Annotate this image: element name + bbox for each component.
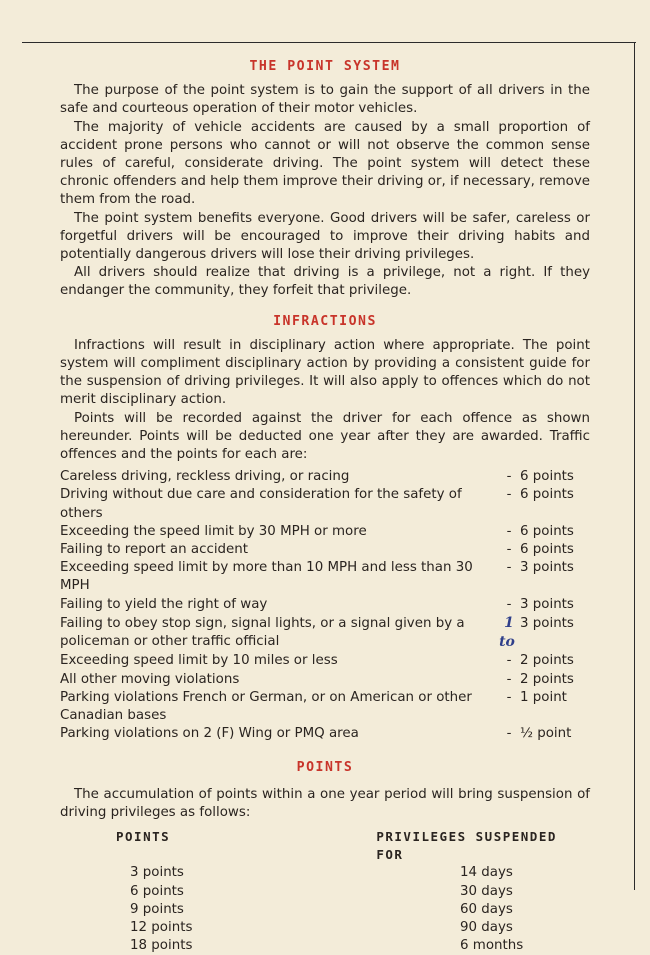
offence-dash: - xyxy=(506,596,512,612)
offence-row xyxy=(60,596,590,614)
document-body xyxy=(60,58,590,955)
offence-desc: Careless driving, reckless driving, or racing xyxy=(60,469,350,485)
offence-desc: Driving without due care and consideration for the safety of others xyxy=(60,487,462,521)
offence-points: 6 points xyxy=(520,469,574,485)
offence-row xyxy=(60,559,590,595)
offence-row xyxy=(60,486,590,522)
offence-row xyxy=(60,523,590,541)
offence-desc: Failing to report an accident xyxy=(60,542,249,558)
paragraph: Points will be recorded against the driver for each offence as shown hereunder. Points will be deducted one year after they are awarded. Traffic offences and the points for each are: xyxy=(60,410,590,463)
offence-dash: - xyxy=(506,671,512,687)
paragraph: The majority of vehicle accidents are caused by a small proportion of accident prone persons who cannot or will not observe the common sense rules of careful, considerate driving. The point system will detect these chronic offenders and help them improve their driving or, if necessary, remove them from the road. xyxy=(60,119,590,208)
offence-points: 6 points xyxy=(520,542,574,558)
paragraph: The accumulation of points within a one year period will bring suspension of driving privileges as follows: xyxy=(60,786,590,820)
offence-dash: - xyxy=(506,487,512,503)
offence-row xyxy=(60,652,590,670)
offence-desc: Failing to obey stop sign, signal lights, or a signal given by a policeman or other traffic official xyxy=(60,615,465,650)
offence-dash: - xyxy=(506,523,512,539)
offence-row xyxy=(60,468,590,486)
suspension-row xyxy=(60,901,590,919)
offence-points: 6 points xyxy=(520,523,574,539)
suspended-cell: 90 days xyxy=(460,919,513,935)
suspension-row xyxy=(60,919,590,937)
offence-points: 2 points xyxy=(520,671,574,687)
offence-row xyxy=(60,614,590,652)
suspended-cell: 14 days xyxy=(460,865,513,881)
offence-points: 3 points xyxy=(520,560,574,576)
offence-points: 3 points xyxy=(520,615,574,631)
offence-desc: Exceeding speed limit by more than 10 MPH and less than 30 MPH xyxy=(60,560,473,594)
column-header-points: POINTS xyxy=(116,828,171,844)
offence-dash: - xyxy=(506,469,512,485)
suspension-row xyxy=(60,937,590,955)
offence-dash: - xyxy=(506,726,512,742)
offence-dash: - xyxy=(506,689,512,705)
section-title-point-system: THE POINT SYSTEM xyxy=(249,59,401,74)
suspension-row xyxy=(60,864,590,882)
offence-row xyxy=(60,671,590,689)
offence-dash: - xyxy=(506,542,512,558)
paragraph: All drivers should realize that driving is a privilege, not a right. If they endanger the community, they forfeit that privilege. xyxy=(60,265,590,299)
points-cell: 18 points xyxy=(130,938,193,954)
offence-desc: All other moving violations xyxy=(60,671,240,687)
offence-dash: - xyxy=(506,653,512,669)
points-cell: 9 points xyxy=(130,901,184,917)
points-cell: 6 points xyxy=(130,883,184,899)
offence-desc: Parking violations on 2 (F) Wing or PMQ area xyxy=(60,726,359,742)
offence-desc: Failing to yield the right of way xyxy=(60,596,268,612)
offence-desc: Parking violations French or German, or on American or other Canadian bases xyxy=(60,689,472,723)
suspension-table xyxy=(60,864,590,955)
offence-desc: Exceeding the speed limit by 30 MPH or more xyxy=(60,523,367,539)
suspended-cell: 6 months xyxy=(460,938,524,954)
suspension-row xyxy=(60,883,590,901)
offences-table xyxy=(60,468,590,743)
offence-points: 6 points xyxy=(520,487,574,503)
points-cell: 12 points xyxy=(130,919,193,935)
offence-desc: Exceeding speed limit by 10 miles or less xyxy=(60,653,338,669)
offence-points: 2 points xyxy=(520,653,574,669)
section-title-infractions: INFRACTIONS xyxy=(273,313,377,329)
section-title-points: POINTS xyxy=(296,760,354,776)
point-system-text xyxy=(60,82,590,300)
paragraph: The purpose of the point system is to gain the support of all drivers in the safe and courteous operation of their motor vehicles. xyxy=(60,83,590,117)
suspended-cell: 30 days xyxy=(460,883,513,899)
suspension-table-header xyxy=(60,828,590,864)
offence-points: 3 points xyxy=(520,596,574,612)
offence-row xyxy=(60,725,590,743)
paragraph: Infractions will result in disciplinary action where appropriate. The point system will compliment disciplinary action by providing a consistent guide for the suspension of driving privileges. It will also apply to offences which do not merit disciplinary action. xyxy=(60,337,590,408)
column-header-privileges: PRIVILEGES SUSPENDED FOR xyxy=(376,828,557,863)
page-border-top xyxy=(22,42,636,43)
offence-points: ½ point xyxy=(520,726,572,742)
offence-row xyxy=(60,541,590,559)
paragraph: The point system benefits everyone. Good drivers will be safer, careless or forgetful drivers will be encouraged to improve their driving habits and potentially dangerous drivers will lose their driving privileges. xyxy=(60,210,590,263)
offence-dash: - xyxy=(506,560,512,576)
offence-dash xyxy=(498,614,520,652)
page-border-right xyxy=(634,42,635,890)
suspended-cell: 60 days xyxy=(460,901,513,917)
offence-points: 1 point xyxy=(520,689,567,705)
handwritten-note: 1 to xyxy=(499,614,515,651)
points-cell: 3 points xyxy=(130,865,184,881)
offence-row xyxy=(60,689,590,725)
